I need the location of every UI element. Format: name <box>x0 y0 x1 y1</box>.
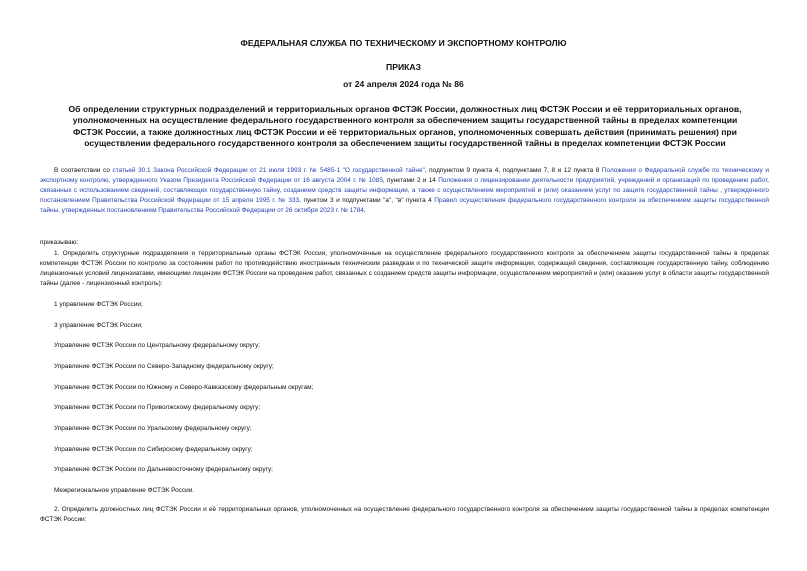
list-item: Управление ФСТЭК России по Уральскому федеральному округу; <box>54 425 252 432</box>
list-item: 1 управление ФСТЭК России; <box>54 301 143 308</box>
preamble-text: , пунктом 3 и подпунктами "а", "в" пункта 4 <box>299 196 435 204</box>
preamble-text: , <box>363 206 366 214</box>
preamble-text: , пунктами 2 и 14 <box>382 176 439 184</box>
document-title: Об определении структурных подразделений и территориальных органов ФСТЭК России, должностных лиц ФСТЭК России и её территориальных органов, уполномоченных на осуществление федерального государственного контроля за обеспечением защиты государственной тайны в пределах компетенции ФСТЭК России, а также должностных лиц ФСТЭК России и её территориальных органов, уполномоченных совершать действия (принимать решения) при осуществлении федерального государственного контроля за обеспечением защиты государственной тайны в пределах компетенции ФСТЭК России <box>68 104 742 149</box>
regulation-link[interactable]: Положения о Федеральной службе по техническому и экспортному контролю, утвержденного Указом Президента Российской Федерации от 16 августа 2004 г. № 1085 <box>40 167 769 184</box>
list-item: Управление ФСТЭК России по Центральному федеральному округу; <box>54 342 261 349</box>
licensing-regulation-link[interactable]: Положения о лицензировании деятельности предприятий, учреждений и организаций по проведению работ, связанных с использованием сведений, составляющих государственную тайну, созданием средств защиты информации, а также с осуществлением мероприятий и (или) оказанием услуг по защите государственной тайны , утвержденного постановлением Правительства Российской Федерации от 15 апреля 1995 г. № 333 <box>40 176 769 204</box>
law-link[interactable]: статьей 30.1 Закона Российской Федерации от 21 июля 1993 г. № 5485-1 "О государственной тайне" <box>112 167 425 174</box>
list-item: 3 управление ФСТЭК России; <box>54 322 143 329</box>
preamble-paragraph <box>40 166 769 216</box>
list-item: Управление ФСТЭК России по Приволжскому федеральному округу; <box>54 404 261 411</box>
item-1-paragraph: 1. Определить структурные подразделения и территориальные органы ФСТЭК России, уполномоченные на осуществление федерального государственного контроля за обеспечением защиты государственной тайны в пределах компетенции ФСТЭК России по контролю за состоянием работ по противодействию иностранным техническим разведкам и по технической защите информации, содержащей сведения, составляющие государственную тайну, соблюдению лицензионных условий лицензиатами, имеющими лицензии ФСТЭК России на проведение работ, связанных с созданием средств защиты информации, осуществлением мероприятий и (или) оказание услуг в области защиты государственной тайны (далее - лицензионный контроль): <box>40 250 769 287</box>
list-item: Управление ФСТЭК России по Южному и Северо-Кавказскому федеральным округам; <box>54 384 314 391</box>
list-item: Управление ФСТЭК России по Северо-Западному федеральному округу; <box>54 363 274 370</box>
order-word: приказываю: <box>40 239 79 246</box>
control-rules-link[interactable]: Правил осуществления федерального государственного контроля за обеспечением защиты государственной тайны, утвержденных постановлением Правительства Российской Федерации от 26 октября 2023 г. № 1784 <box>40 196 770 214</box>
list-item: Межрегиональное управление ФСТЭК России. <box>54 487 195 494</box>
item-2-paragraph: 2. Определить должностных лиц ФСТЭК России и её территориальных органов, уполномоченных на осуществление федерального государственного контроля за обеспечением защиты государственной тайны в пределах компетенции ФСТЭК России: <box>40 506 769 523</box>
document-date-number: от 24 апреля 2024 года № 86 <box>343 79 464 89</box>
preamble-text: В соответствии со <box>54 167 113 174</box>
list-item: Управление ФСТЭК России по Сибирскому федеральному округу; <box>54 446 253 453</box>
document-type: ПРИКАЗ <box>386 62 421 72</box>
preamble-text: , подпунктом 9 пункта 4, подпунктами 7, 8 и 12 пункта 8 <box>424 167 602 174</box>
list-item: Управление ФСТЭК России по Дальневосточному федеральному округу; <box>54 466 273 473</box>
agency-header: ФЕДЕРАЛЬНАЯ СЛУЖБА ПО ТЕХНИЧЕСКОМУ И ЭКСПОРТНОМУ КОНТРОЛЮ <box>240 38 567 48</box>
